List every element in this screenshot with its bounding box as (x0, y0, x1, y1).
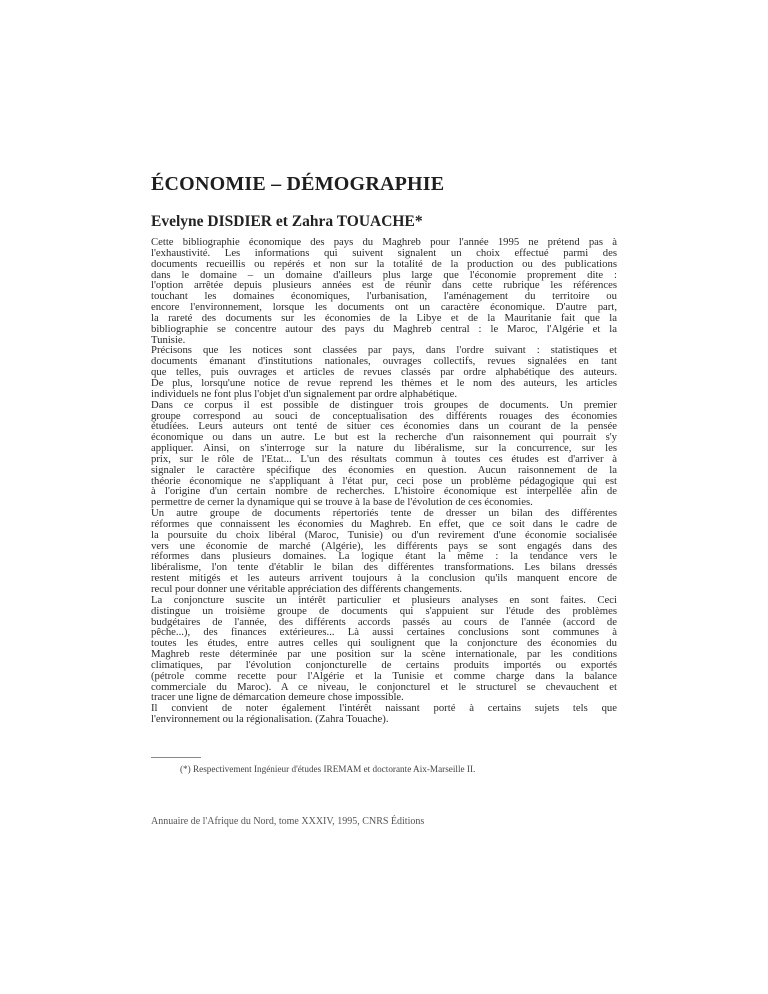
text-line: l'option arrêtée depuis plusieurs années est de réunir dans cette rubrique les références (151, 279, 617, 292)
article-body (151, 237, 617, 725)
text-line: permettre de cerner la dynamique qui se trouve à la base de l'évolution de ces économies. (151, 496, 533, 509)
paragraph (151, 508, 617, 595)
text-line: la rareté des documents sur les économies de la Libye et de la Mauritanie fait que la (151, 311, 617, 324)
paragraph (151, 237, 617, 345)
text-line: étudiées. Leurs auteurs ont tenté de situer ces économies dans un courant de la pensée (151, 420, 617, 433)
text-line: (pétrole comme recette pour l'Algérie et la Tunisie et comme charge dans la balance (151, 669, 617, 682)
text-line: signaler le caractère spécifique des économies en question. Aucun raisonnement de la (151, 463, 617, 476)
text-line: que telles, puis ouvrages et articles de revues classés par ordre alphabétique des auteurs. (151, 366, 617, 379)
text-line: Tunisie. (151, 333, 186, 346)
text-line: Un autre groupe de documents répertoriés tente de dresser un bilan des différentes (151, 507, 617, 520)
paragraph (151, 703, 617, 725)
text-line: touchant les domaines économiques, l'urbanisation, l'aménagement du territoire ou (151, 290, 617, 303)
text-line: à l'origine d'un certain nombre de recherches. L'histoire économique est interpellée afin de (151, 485, 617, 498)
text-line: commerciale du Maroc). A ce niveau, le conjoncturel et le structurel se chevauchent et (151, 680, 617, 693)
text-line: distingue un troisième groupe de documents qui s'appuient sur l'étude des problèmes (151, 604, 617, 617)
page-title: ÉCONOMIE – DÉMOGRAPHIE (151, 173, 445, 195)
text-line: l'exhaustivité. Les informations qui suivent signalent un choix effectué parmi des (151, 246, 617, 259)
text-line: dans le domaine – un domaine d'ailleurs plus large que l'économie proprement dite : (151, 268, 617, 281)
text-line: Précisons que les notices sont classées par pays, dans l'ordre suivant : statistiques et (151, 344, 617, 357)
text-line: climatiques, par l'évolution conjoncturelle de certains produits importés ou exportés (151, 658, 617, 671)
text-line: libéralisme, l'on tente d'établir le bilan des différentes transformations. Les bilans dressés (151, 561, 617, 574)
text-line: économique ou dans un autre. Le but est la recherche d'un raisonnement qui pourrait s'y (151, 431, 617, 444)
text-line: théorie économique ne s'appliquant à l'état pur, ceci pose un problème pédagogique qui est (151, 474, 617, 487)
text-line: Il convient de noter également l'intérêt naissant porté à certains sujets tels que (151, 702, 617, 715)
text-line: appliquer. Ainsi, on s'interroge sur la nature du libéralisme, sur la concurrence, sur les (151, 442, 617, 455)
text-line: individuels ne font plus l'objet d'un signalement par ordre alphabétique. (151, 387, 457, 400)
footnote-divider (151, 757, 201, 758)
text-line: réformes que connaissent les économies du Maghreb. En effet, que ce soit dans le cadre de (151, 517, 617, 530)
paragraph (151, 595, 617, 703)
text-line: prix, sur le rôle de l'Etat... L'un des résultats commun à toutes ces études est d'arriver à (151, 452, 617, 465)
text-line: De plus, lorsqu'une notice de revue reprend les thèmes et le nom des auteurs, les articles (151, 376, 617, 389)
text-line: toutes les études, entre autres celles qui soulignent que la conjoncture des économies du (151, 637, 617, 650)
paragraph (151, 345, 617, 399)
text-line: tracer une ligne de démarcation demeure chose impossible. (151, 691, 404, 704)
text-line: La conjoncture suscite un intérêt particulier et plusieurs analyses en sont faites. Ceci (151, 593, 617, 606)
text-line: budgétaires de l'année, des différents accords passés au cours de l'année (accord de (151, 615, 617, 628)
text-line: vers une économie de marché (Algérie), les différents pays se sont engagés dans des (151, 539, 617, 552)
text-line: Cette bibliographie économique des pays du Maghreb pour l'année 1995 ne prétend pas à (151, 236, 617, 248)
text-line: restent mitigés et les auteurs arrivent toujours à la conclusion qu'ils manquent encore de (151, 572, 617, 585)
text-line: la poursuite du choix libéral (Maroc, Tunisie) ou d'un revirement d'une économie socialisée (151, 528, 617, 541)
text-line: recul pour donner une véritable appréciation des différents changements. (151, 583, 463, 595)
footnote: (*) Respectivement Ingénieur d'études IREMAM et doctorante Aix-Marseille II. (180, 764, 476, 774)
text-line: documents recueillis ou repérés et non sur la totalité de la production ou des publications (151, 257, 617, 270)
text-line: bibliographie se concentre autour des pays du Maghreb central : le Maroc, l'Algérie et la (151, 322, 617, 335)
text-line: réformes dans plusieurs domaines. La logique étant la même : la tendance vers le (151, 550, 617, 563)
text-line: encore l'environnement, lorsque les documents ont un caractère économique. D'autre part, (151, 301, 617, 314)
text-line: groupe correspond au souci de conceptualisation des différents rouages des économies (151, 409, 617, 422)
text-line: pêche...), des finances extérieures... Là aussi certaines conclusions sont communes à (151, 626, 617, 639)
text-line: l'environnement ou la régionalisation. (Zahra Touache). (151, 713, 389, 726)
paragraph (151, 400, 617, 508)
text-line: Dans ce corpus il est possible de distinguer trois groupes de documents. Un premier (151, 398, 617, 411)
text-line: Maghreb reste déterminée par une position sur la scène internationale, par les conditions (151, 648, 617, 661)
text-line: documents émanant d'institutions nationales, ouvrages collectifs, revues signalées en tant (151, 355, 617, 368)
authors: Evelyne DISDIER et Zahra TOUACHE* (151, 213, 423, 230)
publication-footer: Annuaire de l'Afrique du Nord, tome XXXIV, 1995, CNRS Éditions (151, 816, 425, 827)
